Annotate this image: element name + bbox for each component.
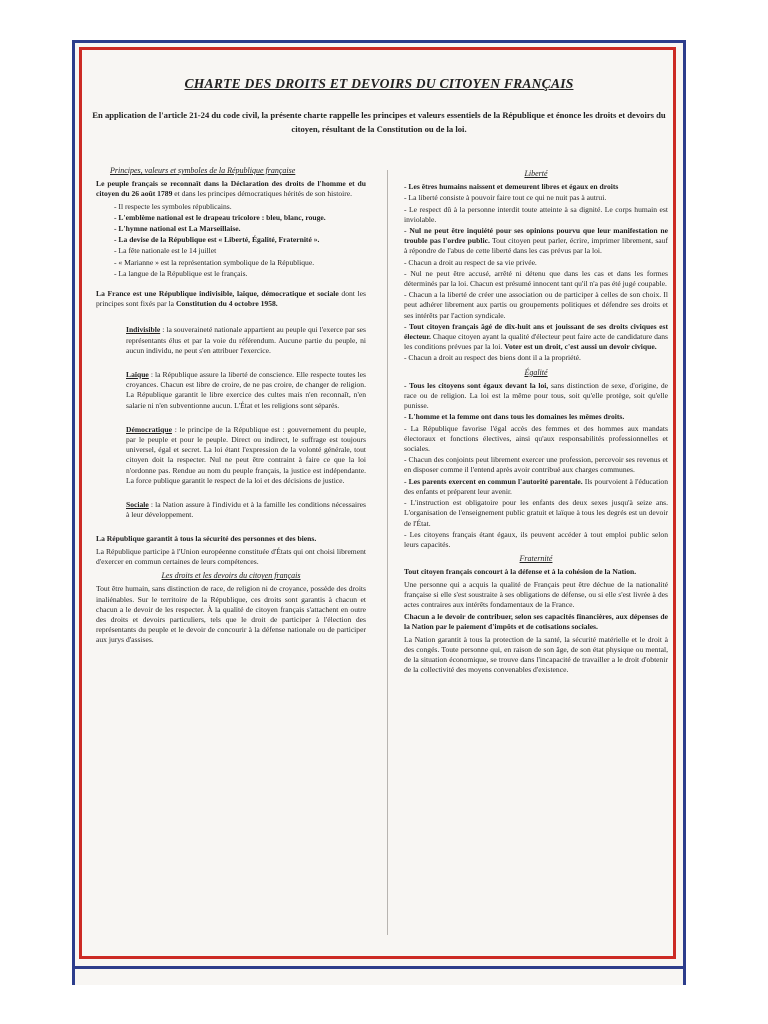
list-item: - Tous les citoyens sont égaux devant la loi, sans distinction de sexe, d'origine, de race ou de religion. La loi est la même pour tous, soit qu'elle protège, soit qu'elle punisse. (404, 380, 668, 411)
security-paragraph: La République participe à l'Union européenne constituée d'États qui ont choisi librement d'exercer en commun certaines de leurs compétences. (96, 546, 366, 566)
list-item: - « Marianne » est la représentation symbolique de la République. (114, 257, 315, 267)
france-paragraph: La France est une République indivisible, laïque, démocratique et sociale dont les principes sont fixés par la Constitution du 4 octobre 1958. (96, 289, 366, 309)
border-red-top (79, 47, 676, 50)
fraternite-heading: Fraternité (519, 554, 553, 564)
principle-indivisible: Indivisible : la souveraineté nationale appartient au peuple qui l'exerce par ses représentants élus et par la voie du référendum. Aucune partie du peuple, ni aucun individu, ne peut s'en attribuer l'exercice. (126, 325, 366, 355)
list-item: - Les citoyens français étant égaux, ils peuvent accéder à tout emploi public selon leurs capacités. (404, 529, 668, 549)
list-item: - Il respecte les symboles républicains. (114, 201, 232, 211)
principle-laique: Laïque : la République assure la liberté de conscience. Elle respecte toutes les croyances. Chacun est libre de croire, de ne pas croire, de changer de religion. La République garantit le libre exercice des cultes mais n'en reconnaît, n'en salarie ni n'en subventionne aucun. L'État et les religions sont séparés. (126, 370, 366, 410)
list-item: - Les êtres humains naissent et demeurent libres et égaux en droits (404, 182, 619, 192)
border-blue-top (72, 40, 686, 43)
list-item: - Le respect dû à la personne interdit toute atteinte à sa dignité. Le corps humain est inviolable. (404, 204, 668, 224)
list-item: - La devise de la République est « Liberté, Égalité, Fraternité ». (114, 235, 320, 245)
charter-sheet (72, 40, 686, 985)
list-item: - La fête nationale est le 14 juillet (114, 246, 217, 256)
border-red-bottom (79, 956, 676, 959)
list-item: - Chacun a la liberté de créer une association ou de participer à celles de son choix. Il peut adhérer librement aux partis ou groupements politiques et défendre ses droits et ses intérêts par l'action syndicale. (404, 290, 668, 320)
principle-sociale: Sociale : la Nation assure à l'individu et à la famille les conditions nécessaires à leur développement. (126, 500, 366, 520)
list-item: - Nul ne peut être accusé, arrêté ni détenu que dans les cas et dans les formes déterminés par la loi. Chacun est présumé innocent tant qu'il n'a pas été jugé coupable. (404, 268, 668, 289)
liberte-heading: Liberté (524, 169, 548, 178)
list-item: - L'homme et la femme ont dans tous les domaines les mêmes droits. (404, 412, 625, 422)
list-item: - L'hymne national est La Marseillaise. (114, 224, 241, 234)
security-heading: La République garantit à tous la sécurité des personnes et des biens. (96, 534, 317, 544)
list-item: - Chacun a droit au respect des biens dont il a la propriété. (404, 353, 581, 363)
fraternite-bold-2: Chacun a le devoir de contribuer, selon ses capacités financières, aux dépenses de la Nation par le paiement d'impôts et de cotisations sociales. (404, 612, 668, 632)
list-item: - Nul ne peut être inquiété pour ses opinions pourvu que leur manifestation ne trouble pas l'ordre public. Tout citoyen peut parler, écrire, imprimer librement, sauf à répondre de l'abus de cette liberté dans les cas prévus par la loi. (404, 226, 669, 256)
list-item: - L'instruction est obligatoire pour les enfants des deux sexes jusqu'à seize ans. L'organisation de l'enseignement public gratuit et laïque à tous les degrés est un devoir de l'État. (404, 498, 668, 528)
list-item: - L'emblème national est le drapeau tricolore : bleu, blanc, rouge. (114, 212, 326, 222)
list-item: - La République favorise l'égal accès des femmes et des hommes aux mandats électoraux et fonctions électives, ainsi qu'aux responsabilités professionnelles et sociales. (404, 423, 668, 454)
column-divider (387, 170, 388, 935)
symbols-list (96, 202, 366, 279)
principles-heading: Principes, valeurs et symboles de la République française (110, 166, 296, 175)
principle-democratique: Démocratique : le principe de la République est : gouvernement du peuple, par le peuple et pour le peuple. Direct ou indirect, le suffrage est toujours universel, égal et secret. La loi étant l'expression de la volonté générale, tout citoyen doit la respecter. Nul ne peut être contraint à faire ce que la loi n'ordonne pas. Rendue au nom du peuple français, la justice est indépendante. La force publique garantit le respect de la loi et des décisions de justice. (126, 424, 366, 485)
border-red-right (673, 47, 676, 959)
fraternite-paragraph-1: Une personne qui a acquis la qualité de Français peut être déchue de la nationalité française si elle s'est soustraite à ses obligations de défense, ou si elle s'est livrée à des actes contraires aux intérêts fondamentaux de la France. (404, 579, 668, 609)
lead-paragraph: Le peuple français se reconnaît dans la Déclaration des droits de l'homme et du citoyen du 26 août 1789 et dans les principes démocratiques hérités de son histoire. (96, 179, 366, 199)
border-blue-bottom (72, 966, 686, 969)
fraternite-paragraph-2: La Nation garantit à tous la protection de la santé, la sécurité matérielle et le droit à des congés. Toute personne qui, en raison de son âge, de son état physique ou mental, de la situation économique, se trouve dans l'incapacité de travailler a le droit d'obtenir de la collectivité des moyens convenables d'existence. (404, 634, 668, 675)
egalite-heading: Égalité (524, 367, 548, 377)
rights-heading: Les droits et les devoirs du citoyen français (161, 571, 301, 581)
border-blue-right (683, 40, 686, 985)
left-column (96, 162, 366, 648)
list-item: - La liberté consiste à pouvoir faire tout ce qui ne nuit pas à autrui. (404, 193, 607, 203)
border-blue-left (72, 40, 75, 985)
right-column (404, 165, 668, 677)
list-item: - La langue de la République est le français. (114, 268, 248, 278)
fraternite-lead: Tout citoyen français concourt à la défense et à la cohésion de la Nation. (404, 567, 637, 577)
list-item: - Chacun a droit au respect de sa vie privée. (404, 257, 537, 267)
page-title: CHARTE DES DROITS ET DEVOIRS DU CITOYEN FRANÇAIS (184, 76, 574, 91)
rights-paragraph: Tout être humain, sans distinction de race, de religion ni de croyance, possède des droits inaliénables. Sur le territoire de la République, ces droits sont garantis à chacun et chacun a le devoir de les respecter. À la qualité de citoyen français s'attachent en outre des droits et devoirs particuliers, tels que le droit de participer à l'élection des représentants du peuple et le devoir de concourir à la défense nationale ou de participer aux jurys d'assises. (96, 584, 366, 645)
list-item: - Chacun des conjoints peut librement exercer une profession, percevoir ses revenus et en disposer comme il l'entend après avoir contribué aux charges communes. (404, 455, 668, 475)
intro-paragraph: En application de l'article 21-24 du code civil, la présente charte rappelle les principes et valeurs essentiels de la République et énonce les droits et devoirs du citoyen, résultant de la Constitution ou de la loi. (92, 110, 666, 134)
border-red-left (79, 47, 82, 959)
list-item: - Tout citoyen français âgé de dix-huit ans et jouissant de ses droits civiques est électeur. Chaque citoyen ayant la qualité d'électeur peut faire acte de candidature dans les conditions prévues par la loi. Voter est un droit, c'est aussi un devoir civique. (404, 321, 668, 352)
list-item: - Les parents exercent en commun l'autorité parentale. Ils pourvoient à l'éducation des enfants et préparent leur avenir. (404, 476, 668, 496)
